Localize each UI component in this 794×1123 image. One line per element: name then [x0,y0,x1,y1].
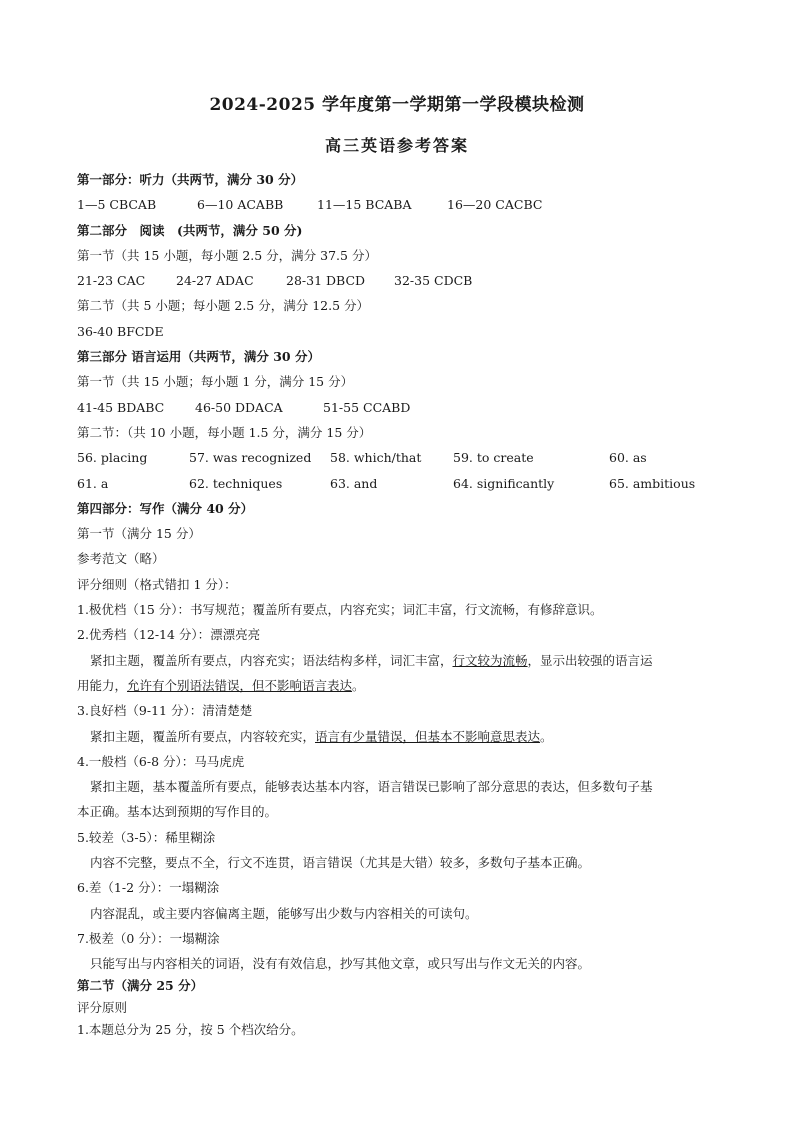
text: 。 [352,677,365,693]
answer-group: 51-55 CCABD [323,399,411,415]
answer-key-content [77,170,727,1046]
grade-4-title: 4.一般档（6-8 分）：马马虎虎 [77,753,245,769]
grade-3-title: 3.良好档（9-11 分）：清清楚楚 [77,703,253,719]
part2-section2-heading: 第二节（共 5 小题；每小题 2.5 分，满分 12.5 分） [77,298,370,314]
part3-section2-row2 [77,474,727,499]
part4-heading: 第四部分：写作（满分 40 分） [77,500,254,516]
text: ，显示出较强的语言运 [527,652,653,668]
part2-section1-heading: 第一节（共 15 小题，每小题 2.5 分，满分 37.5 分） [77,247,377,263]
grade-5-title: 5.较差（3-5）：稀里糊涂 [77,829,216,845]
blank-answer: 58. which/that [330,450,422,466]
part2-section1-answers [77,271,727,296]
answer-group: 1—5 CBCAB [77,197,157,213]
grade-2-desc-line2 [77,676,727,701]
principle-1: 1.本题总分为 25 分，按 5 个档次给分。 [77,1022,304,1038]
criteria-heading: 评分细则（格式错扣 1 分）： [77,576,237,592]
part4-section1-heading: 第一节（满分 15 分） [77,526,201,542]
answer-group: 41-45 BDABC [77,399,165,415]
sample-essay-note: 参考范文（略） [77,551,165,567]
answer-group: 24-27 ADAC [176,273,254,289]
underlined-text: 行文较为流畅 [452,652,528,668]
document-title: 2024-2025 学年度第一学期第一学段模块检测 [209,95,585,115]
principle-heading: 评分原则 [77,1000,128,1016]
blank-answer: 65. ambitious [609,475,696,491]
part1-answers [77,195,727,220]
grade-1: 1.极优档（15 分）：书写规范；覆盖所有要点，内容充实；词汇丰富，行文流畅，有修辞意识。 [77,602,603,618]
part2-section2-answers: 36-40 BFCDE [77,323,164,339]
answer-group: 46-50 DDACA [195,399,283,415]
answer-group: 28-31 DBCD [286,273,366,289]
part3-section2-heading: 第二节：（共 10 小题，每小题 1.5 分，满分 15 分） [77,424,372,440]
grade-7-desc: 只能写出与内容相关的词语，没有有效信息，抄写其他文章，或只写出与作文无关的内容。 [90,956,591,972]
part3-heading: 第三部分 语言运用（共两节，满分 30 分） [77,349,320,365]
blank-answer: 63. and [330,475,378,491]
text: 。 [540,728,553,744]
grade-6-desc: 内容混乱，或主要内容偏离主题，能够写出少数与内容相关的可读句。 [90,905,478,921]
document-subtitle: 高三英语参考答案 [324,136,469,155]
answer-group: 32-35 CDCB [394,273,473,289]
blank-answer: 59. to create [453,450,534,466]
blank-answer: 61. a [77,475,109,491]
part3-section1-heading: 第一节（共 15 小题；每小题 1 分，满分 15 分） [77,374,354,390]
blank-answer: 57. was recognized [189,450,312,466]
text: 紧扣主题，覆盖所有要点，内容充实；语法结构多样，词汇丰富， [90,652,453,668]
underlined-text: 允许有个别语法错误，但不影响语言表达 [127,677,353,693]
grade-2-desc-line1 [77,651,727,676]
underlined-text: 语言有少量错误，但基本不影响意思表达 [315,728,541,744]
part2-heading: 第二部分 阅读 (共两节，满分 50 分) [77,222,303,238]
grade-7-title: 7.极差（0 分）：一塌糊涂 [77,930,220,946]
grade-2-title: 2.优秀档（12-14 分）：漂漂亮亮 [77,627,261,643]
grade-5-desc: 内容不完整，要点不全，行文不连贯，语言错误（尤其是大错）较多，多数句子基本正确。 [90,855,591,871]
answer-group: 21-23 CAC [77,273,146,289]
blank-answer: 62. techniques [189,475,283,491]
grade-4-desc-line1: 紧扣主题，基本覆盖所有要点，能够表达基本内容，语言错误已影响了部分意思的表达，但多数句子基 [90,779,653,795]
text: 用能力， [77,677,128,693]
grade-6-title: 6.差（1-2 分）：一塌糊涂 [77,880,220,896]
blank-answer: 64. significantly [453,475,555,491]
part4-section2-heading: 第二节（满分 25 分） [77,978,204,994]
grade-3-desc [77,727,727,752]
blank-answer: 60. as [609,450,647,466]
part3-section1-answers [77,398,727,423]
part1-heading: 第一部分：听力（共两节，满分 30 分） [77,172,304,187]
answer-group: 16—20 CACBC [447,197,543,213]
answer-group: 11—15 BCABA [317,197,412,213]
blank-answer: 56. placing [77,450,148,466]
grade-4-desc-line2: 本正确。基本达到预期的写作目的。 [77,804,278,820]
answer-group: 6—10 ACABB [197,197,284,213]
text: 紧扣主题，覆盖所有要点，内容较充实， [90,728,316,744]
part3-section2-row1 [77,448,727,473]
